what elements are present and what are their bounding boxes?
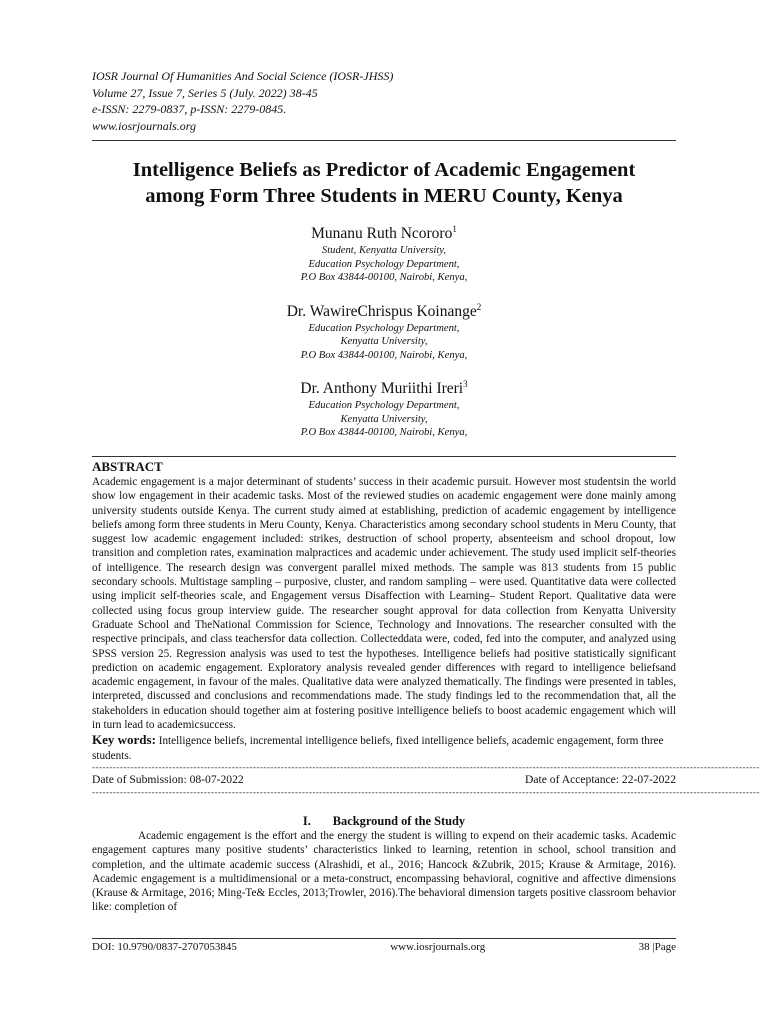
- acceptance-date: Date of Acceptance: 22-07-2022: [525, 772, 676, 786]
- submission-date: Date of Submission: 08-07-2022: [92, 772, 244, 786]
- footer-site[interactable]: www.iosrjournals.org: [390, 941, 486, 953]
- header-rule: [92, 140, 676, 141]
- footer-page-number: 38 |Page: [638, 941, 676, 953]
- author-address: P.O Box 43844-00100, Nairobi, Kenya,: [300, 272, 468, 284]
- author-affiliation: Education Psychology Department,: [308, 258, 460, 270]
- section-heading: [92, 813, 676, 829]
- keywords-text: Intelligence beliefs, incremental intelligence beliefs, fixed intelligence beliefs, academic engagement, form three students.: [92, 735, 664, 762]
- author-3: [92, 374, 676, 440]
- journal-issn: e-ISSN: 2279-0837, p-ISSN: 2279-0845.: [92, 102, 287, 116]
- author-affiliation: Education Psychology Department,: [308, 400, 460, 412]
- page-footer: [92, 938, 676, 953]
- author-2: [92, 297, 676, 363]
- journal-volume: Volume 27, Issue 7, Series 5 (July. 2022) 38-45: [92, 85, 318, 100]
- paper-title: [92, 157, 676, 209]
- author-name: Munanu Ruth Ncororo$^1$: [311, 224, 457, 243]
- journal-url[interactable]: www.iosrjournals.org: [92, 118, 197, 133]
- paper-page: [92, 68, 760, 915]
- author-address: P.O Box 43844-00100, Nairobi, Kenya,: [300, 427, 468, 439]
- abstract-text: Academic engagement is a major determinant of students’ success in their academic pursuit. However most studentsin the world show low engagement in their academic tasks. Most of the reviewed studies on academic engagement were done mainly among university students outside Kenya. The current study aimed at establishing, prediction of academic engagement by intelligence beliefs among form three students in Meru County, Kenya. Characteristics among secondary school students in Meru County, that suggest low academic engagement included: strikes, destruction of school property, absenteeism and school dropout, low transition and completion rates, examination malpractices and academic under achievement. The study used implicit self-theories of intelligence. The research design was convergent parallel mixed methods. The sample was 813 students from 15 public secondary schools. Multistage sampling – purposive, cluster, and random sampling – were used. Quantitative data were collected using implicit self-theories scale, and Engagement versus Disaffection with Learning– Student Report. Qualitative data were collected using focus group interview guide. The researcher sought approval for data collection from Kenyatta University Graduate School and TheNational Commission for Science, Technology and Innovations. The researcher consulted with the respective principals, and class teachersfor data collection. Collecteddata were, coded, fed into the computer, and analyzed using SPSS version 25. Regression analysis was used to test the hypotheses. Intelligence beliefs had positive statistically significant prediction on academic engagement. Exploratory analysis revealed gender differences with regard to intelligence beliefsand academic engagement, in favour of the males. Qualitative data were analyzed thematically. The findings were presented in tables, interpreted, discussed and conclusions and recommendations made. The study findings led to the recommendation that, all the stakeholders in education should together aim at fostering positive intelligence beliefs to boost academic engagement which will in turn lead to academicsuccess.: [92, 475, 676, 732]
- author-affiliation: Kenyatta University,: [340, 413, 428, 425]
- author-affiliation: Kenyatta University,: [340, 336, 428, 348]
- journal-name: IOSR Journal Of Humanities And Social Science (IOSR-JHSS): [92, 69, 394, 83]
- abstract-heading: ABSTRACT: [92, 458, 163, 474]
- dates-row: [92, 772, 676, 788]
- author-name: Dr. WawireChrispus Koinange$^2$: [286, 301, 482, 320]
- author-1: [92, 219, 676, 285]
- title-line-1: Intelligence Beliefs as Predictor of Academic Engagement: [132, 159, 636, 181]
- author-affiliation: Education Psychology Department,: [308, 322, 460, 334]
- dashed-separator: -----------------------------------------------------------------------------------------------------------------------------------------------------------------------------------------------: [92, 786, 760, 797]
- section-number: I.: [302, 813, 311, 828]
- footer-doi: DOI: 10.9790/0837-2707053845: [92, 941, 237, 953]
- title-line-2: among Form Three Students in MERU County, Kenya: [145, 185, 623, 207]
- keywords: [92, 733, 676, 763]
- section-title: Background of the Study: [332, 813, 466, 828]
- author-address: P.O Box 43844-00100, Nairobi, Kenya,: [300, 349, 468, 361]
- keywords-label: Key words:: [92, 732, 156, 748]
- author-affiliation: Student, Kenyatta University,: [321, 245, 447, 257]
- journal-header: [92, 68, 676, 134]
- author-name: Dr. Anthony Muriithi Ireri$^3$: [300, 379, 468, 398]
- body-paragraph: Academic engagement is the effort and the energy the student is willing to expend on their academic tasks. Academic engagement captures many positive students’ characteristics linked to learning, retention in school, school transition and completion, and the ultimate academic success (Alrashidi, et al., 2016; Hancock &Zubrik, 2015; Krause & Armitage, 2016). Academic engagement is a multidimensional or a meta-construct, encompassing behavioral, cognitive and affective dimensions (Krause & Armitage, 2016; Ming-Te& Eccles, 2013;Trowler, 2016).The behavioral dimension targets positive classroom behavior like: completion of: [92, 829, 676, 914]
- abstract-section: [92, 456, 676, 763]
- dashed-separator: -----------------------------------------------------------------------------------------------------------------------------------------------------------------------------------------------: [92, 761, 760, 772]
